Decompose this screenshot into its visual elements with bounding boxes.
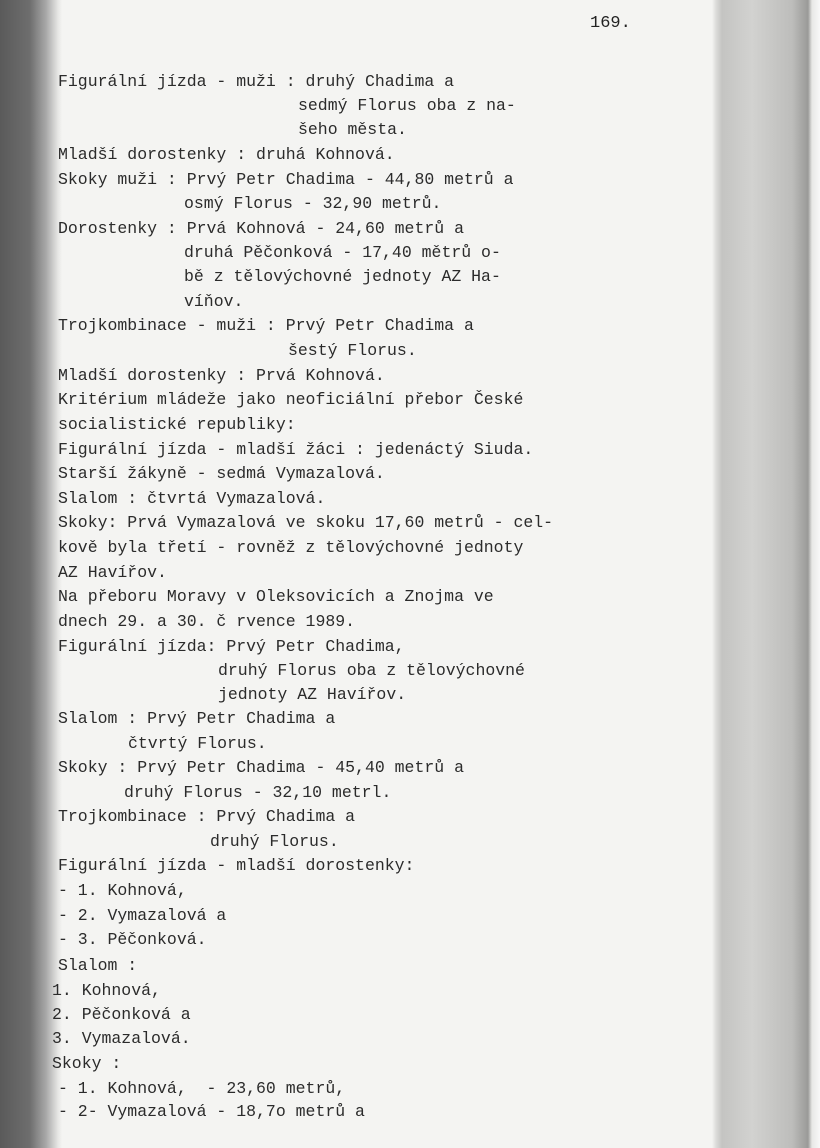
text-line: - 1. Kohnová, xyxy=(58,881,187,900)
text-line: Slalom : Prvý Petr Chadima a xyxy=(58,709,336,728)
page-number: 169. xyxy=(590,14,631,33)
text-line: Figurální jízda - mladší žáci : jedenáctý Siuda. xyxy=(58,440,534,459)
text-line: sedmý Florus oba z na- xyxy=(298,96,516,115)
text-line: Skoky : xyxy=(52,1054,122,1073)
text-line: Figurální jízda: Prvý Petr Chadima, xyxy=(58,637,405,656)
text-line: Slalom : xyxy=(58,956,138,975)
text-line: - 3. Pěčonková. xyxy=(58,930,207,949)
text-line: Skoky muži : Prvý Petr Chadima - 44,80 metrů a xyxy=(58,170,514,189)
text-line: jednoty AZ Havířov. xyxy=(218,685,407,704)
text-line: Mladší dorostenky : Prvá Kohnová. xyxy=(58,366,385,385)
text-line: socialistické republiky: xyxy=(58,415,296,434)
text-line: Dorostenky : Prvá Kohnová - 24,60 metrů a xyxy=(58,219,464,238)
text-line: - 2- Vymazalová - 18,7o metrů a xyxy=(58,1102,365,1121)
text-line: - 2. Vymazalová a xyxy=(58,906,227,925)
text-line: Figurální jízda - muži : druhý Chadima a xyxy=(58,72,455,91)
text-line: 2. Pěčonková a xyxy=(52,1005,191,1024)
page-edge-shadow xyxy=(712,0,820,1148)
text-line: dnech 29. a 30. č rvence 1989. xyxy=(58,612,356,631)
text-line: - 1. Kohnová, - 23,60 metrů, xyxy=(58,1079,346,1098)
text-line: druhý Florus - 32,10 metrl. xyxy=(124,783,392,802)
text-line: Figurální jízda - mladší dorostenky: xyxy=(58,856,415,875)
text-line: šestý Florus. xyxy=(288,341,417,360)
text-line: Skoky : Prvý Petr Chadima - 45,40 metrů a xyxy=(58,758,464,777)
text-line: druhá Pěčonková - 17,40 mětrů o- xyxy=(184,243,501,262)
text-line: šeho města. xyxy=(298,120,407,139)
text-line: víňov. xyxy=(184,292,244,311)
text-line: 1. Kohnová, xyxy=(52,981,161,1000)
text-line: osmý Florus - 32,90 metrů. xyxy=(184,194,442,213)
text-line: Trojkombinace - muži : Prvý Petr Chadima a xyxy=(58,316,474,335)
text-line: Skoky: Prvá Vymazalová ve skoku 17,60 metrů - cel- xyxy=(58,513,554,532)
text-line: druhý Florus oba z tělovýchovné xyxy=(218,661,525,680)
text-line: Trojkombinace : Prvý Chadima a xyxy=(58,807,356,826)
text-line: Na přeboru Moravy v Oleksovicích a Znojma ve xyxy=(58,587,494,606)
text-line: bě z tělovýchovné jednoty AZ Ha- xyxy=(184,267,501,286)
text-line: Starší žákyně - sedmá Vymazalová. xyxy=(58,464,385,483)
text-line: Slalom : čtvrtá Vymazalová. xyxy=(58,489,326,508)
text-line: čtvrtý Florus. xyxy=(128,734,267,753)
text-line: Mladší dorostenky : druhá Kohnová. xyxy=(58,145,395,164)
text-line: AZ Havířov. xyxy=(58,563,167,582)
text-line: Kritérium mládeže jako neoficiální přebor České xyxy=(58,390,524,409)
text-line: druhý Florus. xyxy=(210,832,339,851)
text-line: kově byla třetí - rovněž z tělovýchovné jednoty xyxy=(58,538,524,557)
text-line: 3. Vymazalová. xyxy=(52,1029,191,1048)
book-binding-shadow xyxy=(0,0,62,1148)
